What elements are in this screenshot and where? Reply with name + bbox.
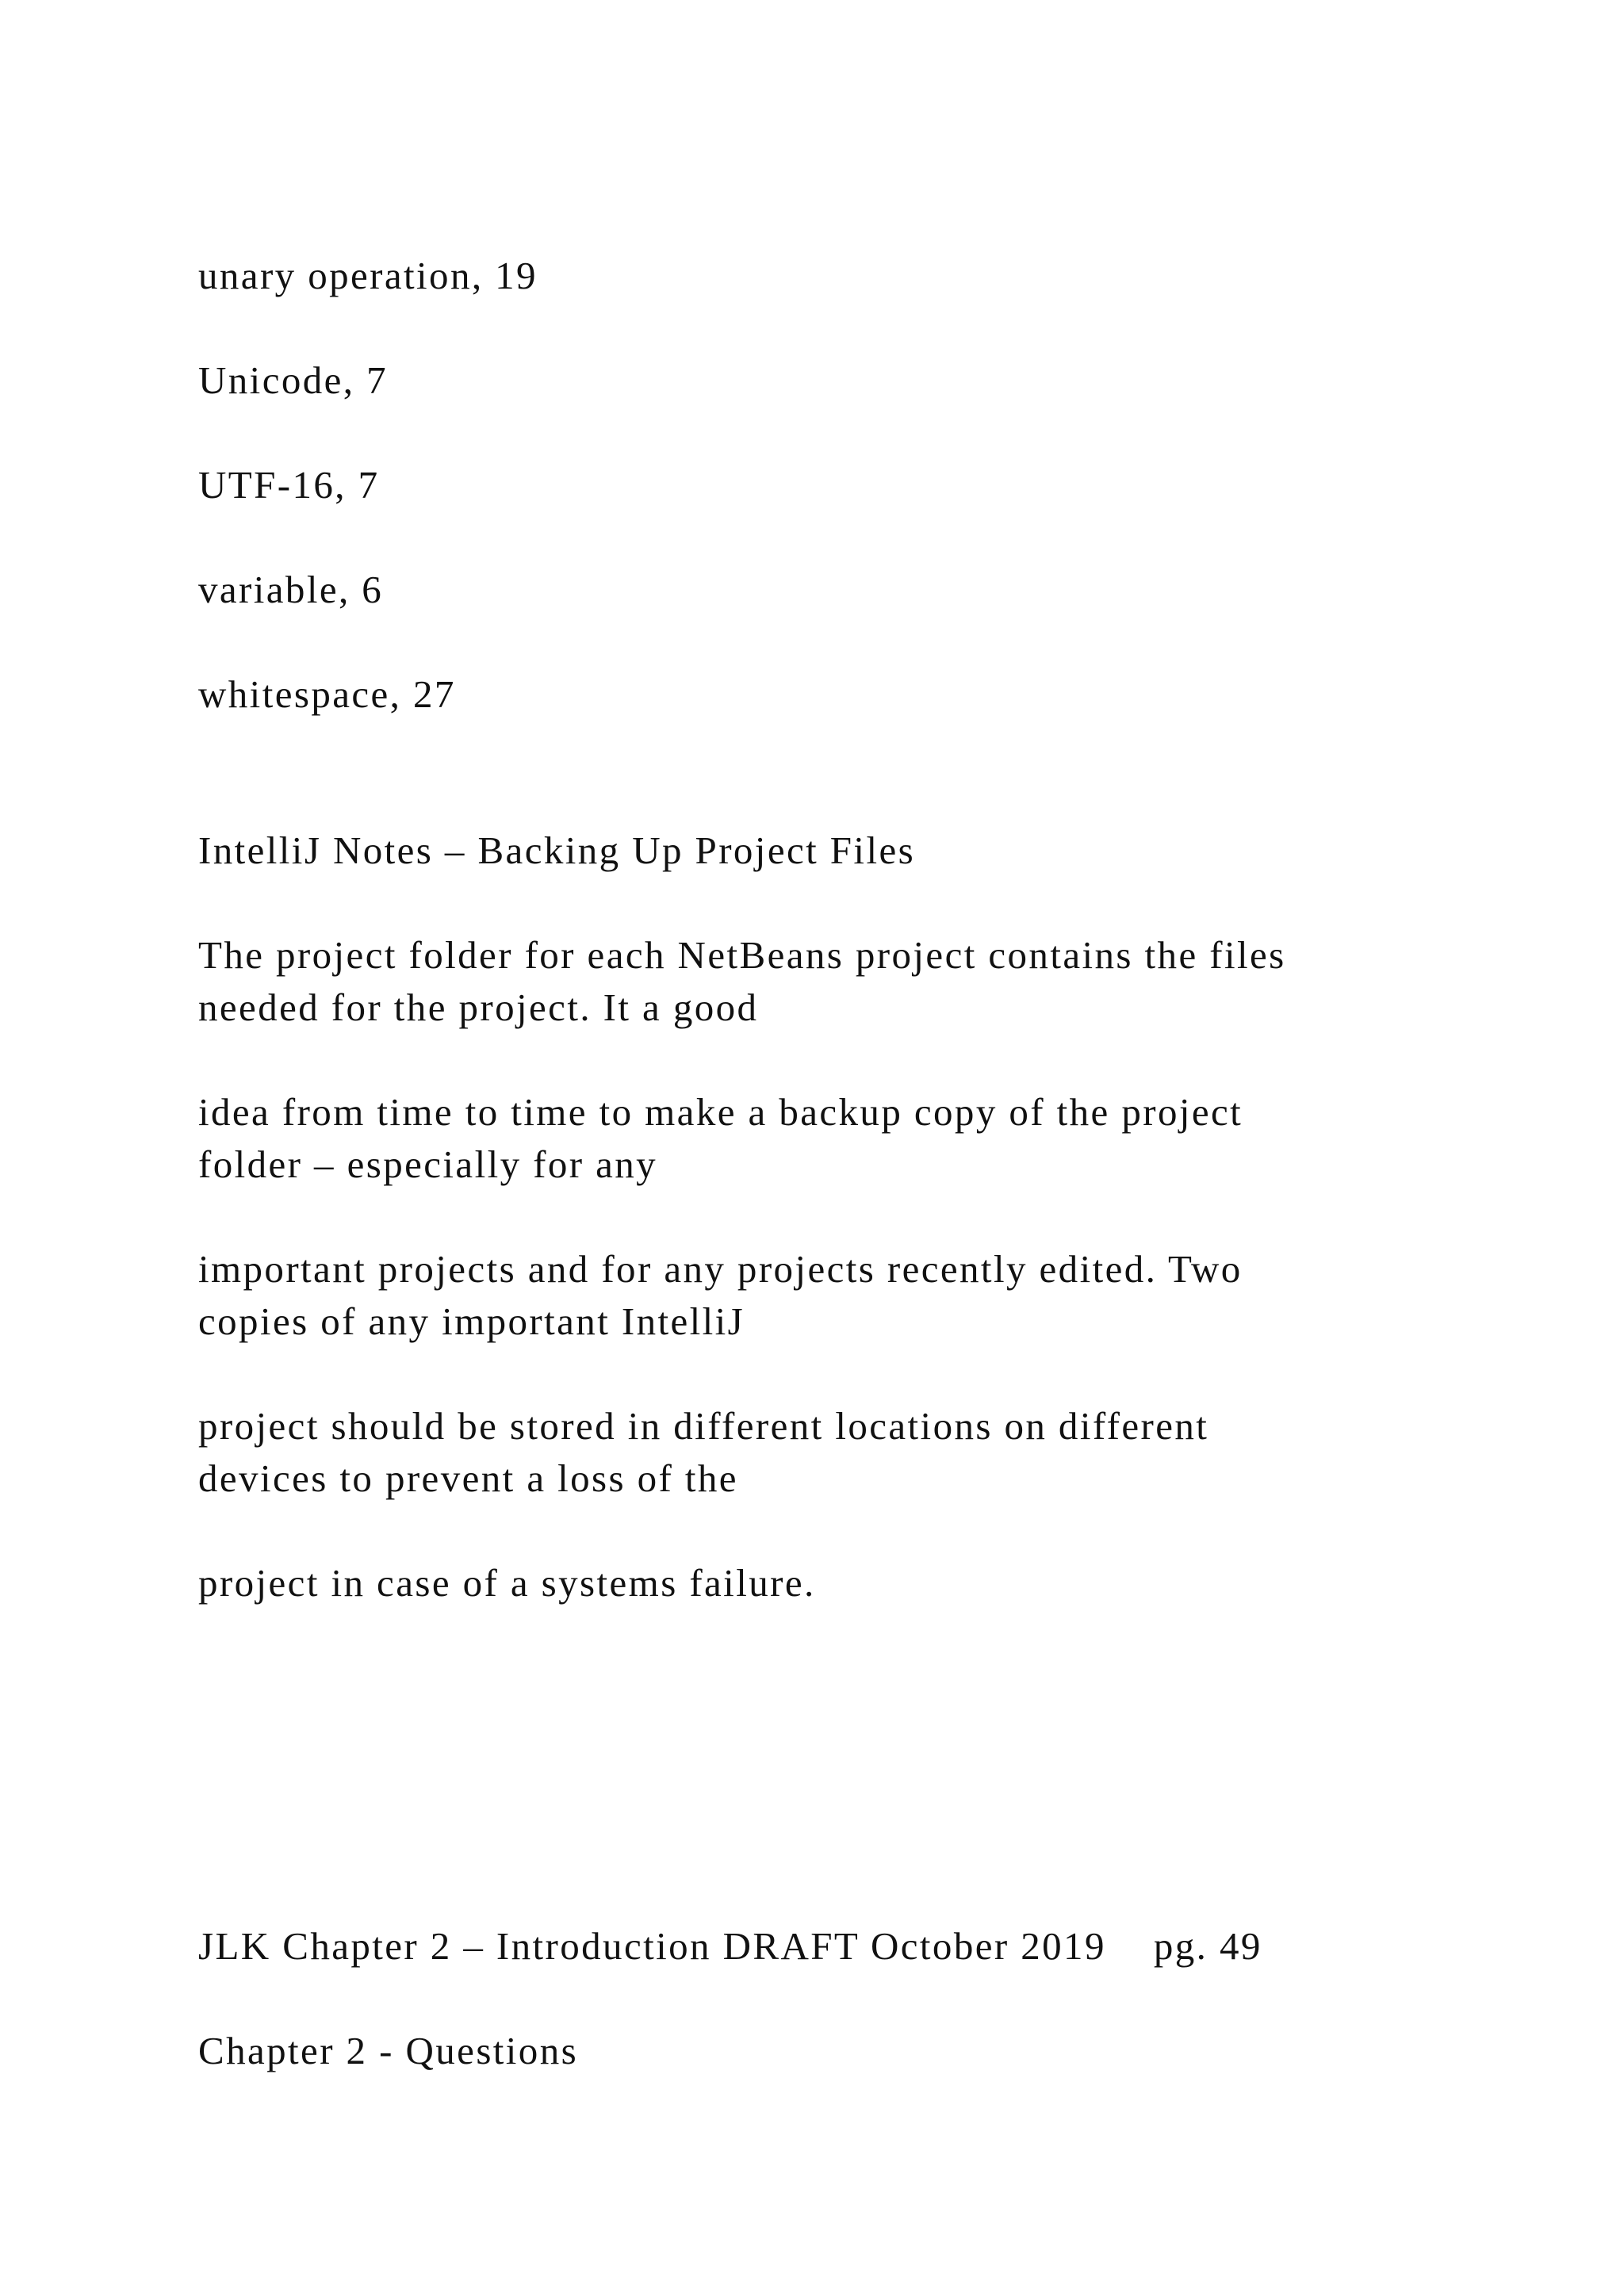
page-footer <box>198 1920 1467 1973</box>
page-number: pg. 49 <box>1153 1924 1262 1968</box>
paragraph-line: project should be stored in different locations on different <box>198 1404 1209 1448</box>
paragraph <box>198 1557 1467 1609</box>
index-entry: unary operation, 19 <box>198 254 538 297</box>
paragraph <box>198 1243 1467 1348</box>
paragraph-line: idea from time to time to make a backup copy of the project <box>198 1090 1243 1134</box>
paragraph-line: important projects and for any projects recently edited. Two <box>198 1247 1243 1291</box>
paragraph-line: devices to prevent a loss of the <box>198 1456 738 1500</box>
index-entry: variable, 6 <box>198 568 384 611</box>
paragraph <box>198 1086 1467 1191</box>
section-title: IntelliJ Notes – Backing Up Project Files <box>198 828 916 872</box>
paragraph-line: folder – especially for any <box>198 1142 658 1186</box>
paragraph-line: project in case of a systems failure. <box>198 1561 816 1605</box>
index-entry: Unicode, 7 <box>198 358 388 402</box>
paragraph <box>198 929 1467 1034</box>
index-entry: UTF-16, 7 <box>198 463 380 507</box>
paragraph-line: needed for the project. It a good <box>198 985 759 1029</box>
paragraph-line: copies of any important IntelliJ <box>198 1299 745 1343</box>
paragraph-line: The project folder for each NetBeans project contains the files <box>198 933 1286 977</box>
index-entry: whitespace, 27 <box>198 672 456 716</box>
footer-text: JLK Chapter 2 – Introduction DRAFT October 2019 <box>198 1924 1106 1968</box>
paragraph <box>198 1400 1467 1505</box>
next-heading: Chapter 2 - Questions <box>198 2029 579 2072</box>
